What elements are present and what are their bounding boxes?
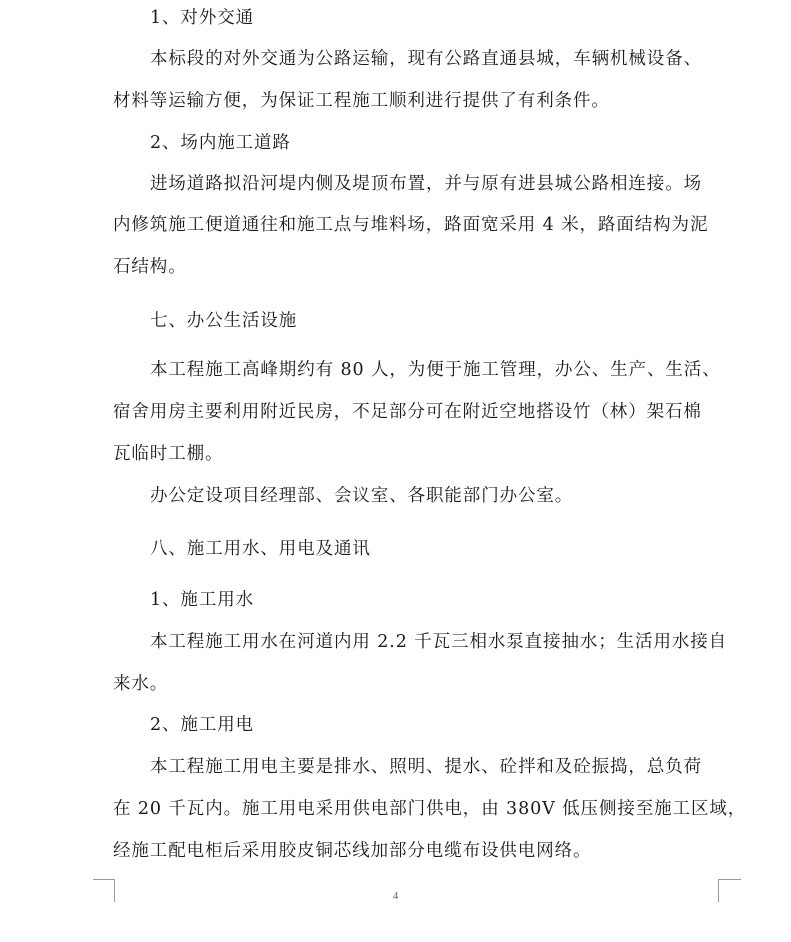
subsection-heading-construction-power: 2、施工用电 bbox=[150, 715, 255, 735]
paragraph-line: 材料等运输方便，为保证工程施工顺利进行提供了有利条件。 bbox=[113, 91, 610, 111]
paragraph-line: 办公定设项目经理部、会议室、各职能部门办公室。 bbox=[150, 486, 574, 506]
subsection-heading-construction-water: 1、施工用水 bbox=[150, 590, 255, 610]
paragraph-line: 本工程施工高峰期约有 80 人，为便于施工管理，办公、生产、生活、 bbox=[150, 360, 721, 380]
paragraph-line: 经施工配电柜后采用胶皮铜芯线加部分电缆布设供电网络。 bbox=[113, 841, 592, 861]
paragraph-line: 来水。 bbox=[113, 674, 169, 694]
subsection-heading-site-roads: 2、场内施工道路 bbox=[150, 133, 291, 153]
paragraph-line: 内修筑施工便道通往和施工点与堆料场，路面宽采用 4 米，路面结构为泥 bbox=[113, 215, 709, 235]
paragraph-line: 宿舍用房主要利用附近民房，不足部分可在附近空地搭设竹（林）架石棉 bbox=[113, 402, 702, 422]
subsection-heading-external-traffic: 1、对外交通 bbox=[150, 8, 255, 28]
paragraph-line: 进场道路拟沿河堤内侧及堤顶布置，并与原有进县城公路相连接。场 bbox=[150, 174, 702, 194]
paragraph-line: 本工程施工用水在河道内用 2.2 千瓦三相水泵直接抽水；生活用水接自 bbox=[150, 632, 728, 652]
paragraph-line: 石结构。 bbox=[113, 257, 187, 277]
paragraph-line: 瓦临时工棚。 bbox=[113, 444, 224, 464]
paragraph-line: 本工程施工用电主要是排水、照明、提水、砼拌和及砼振捣，总负荷 bbox=[150, 757, 702, 777]
paragraph-line: 在 20 千瓦内。施工用电采用供电部门供电，由 380V 低压侧接至施工区域， bbox=[113, 799, 747, 819]
page-number: 4 bbox=[392, 890, 399, 902]
section-heading-office-facilities: 七、办公生活设施 bbox=[150, 311, 298, 331]
section-heading-water-power-communication: 八、施工用水、用电及通讯 bbox=[150, 539, 371, 559]
paragraph-line: 本标段的对外交通为公路运输，现有公路直通县城，车辆机械设备、 bbox=[150, 49, 702, 69]
